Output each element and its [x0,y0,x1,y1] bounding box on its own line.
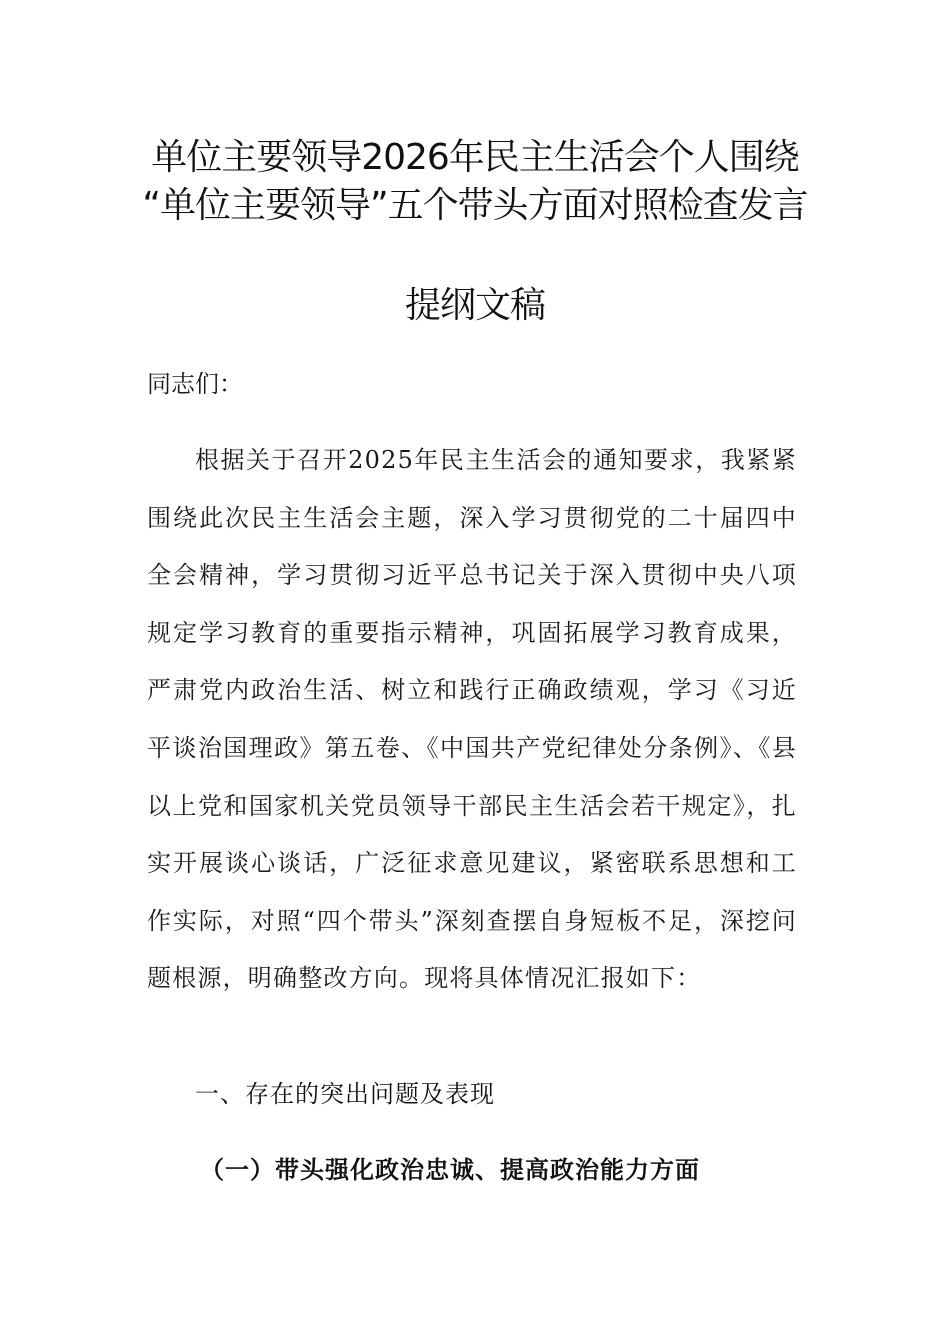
document-title-line-1: 单位主要领导2026年民主生活会个人围绕 [151,137,799,178]
salutation: 同志们： [147,370,243,398]
intro-paragraph: 根据关于召开2025年民主生活会的通知要求，我紧紧围绕此次民主生活会主题，深入学习贯彻党的二十届四中全会精神，学习贯彻习近平总书记关于深入贯彻中央八项规定学习教育的重要指示精神，巩固拓展学习教育成果，严肃党内政治生活、树立和践行正确政绩观，学习《习近平谈治国理政》第五卷、《中国共产党纪律处分条例》、《县以上党和国家机关党员领导干部民主生活会若干规定》，扎实开展谈心谈话，广泛征求意见建议，紧密联系思想和工作实际，对照“四个带头”深刻查摆自身短板不足，深挖问题根源，明确整改方向。现将具体情况汇报如下： [147,446,797,993]
document-title-line-3: 提纲文稿 [404,285,545,326]
document-title-line-2: “单位主要领导”五个带头方面对照检查发言 [142,185,808,226]
subsection-heading: （一）带头强化政治忠诚、提高政治能力方面 [200,1155,700,1184]
section-heading: 一、存在的突出问题及表现 [195,1080,495,1108]
